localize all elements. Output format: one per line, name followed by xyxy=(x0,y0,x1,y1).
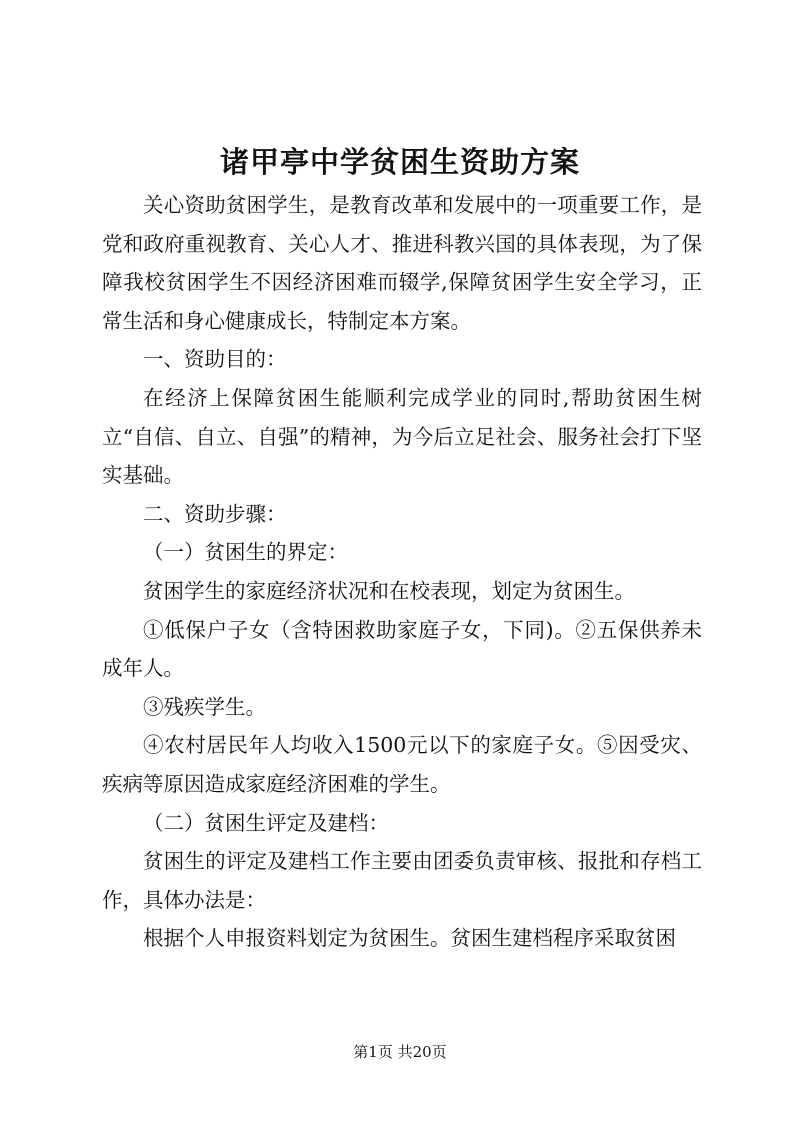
subsection-heading-definition: （一）贫困生的界定： xyxy=(143,540,348,565)
paragraph-definition: 贫困学生的家庭经济状况和在校表现，划定为贫困生。 xyxy=(143,578,635,603)
subsection-heading-assessment: （二）贫困生评定及建档： xyxy=(143,810,389,835)
page-footer: 第1页 共20页 xyxy=(353,1043,447,1061)
paragraph-criteria-3: ③残疾学生。 xyxy=(143,694,266,719)
section-heading-steps: 二、资助步骤： xyxy=(143,501,287,526)
section-heading-purpose: 一、资助目的： xyxy=(143,347,287,372)
paragraph-assessment-method: 根据个人申报资料划定为贫困生。贫困生建档程序采取贫困 xyxy=(143,926,676,951)
paragraph-criteria-4-5: ④农村居民年人均收入1500元以下的家庭子女。⑤因受灾、疾病等原因造成家庭经济困难的学生。 xyxy=(102,733,702,796)
paragraph-criteria-1-2: ①低保户子女（含特困救助家庭子女，下同)。②五保供养未成年人。 xyxy=(102,617,702,681)
paragraph-assessment: 贫困生的评定及建档工作主要由团委负责审核、报批和存档工作，具体办法是： xyxy=(102,849,702,912)
paragraph-intro: 关心资助贫困学生，是教育改革和发展中的一项重要工作，是党和政府重视教育、关心人才、推进科教兴国的具体表现，为了保障我校贫困学生不因经济困难而辍学,保障贫困学生安全学习，正常生活和身心健康成长，特制定本方案。 xyxy=(102,193,702,333)
document-title: 诸甲亭中学贫困生资助方案 xyxy=(219,145,580,179)
document-body xyxy=(102,186,702,958)
paragraph-purpose: 在经济上保障贫困生能顺利完成学业的同时,帮助贫困生树立“自信、自立、自强”的精神，为今后立足社会、服务社会打下坚实基础。 xyxy=(102,385,702,488)
